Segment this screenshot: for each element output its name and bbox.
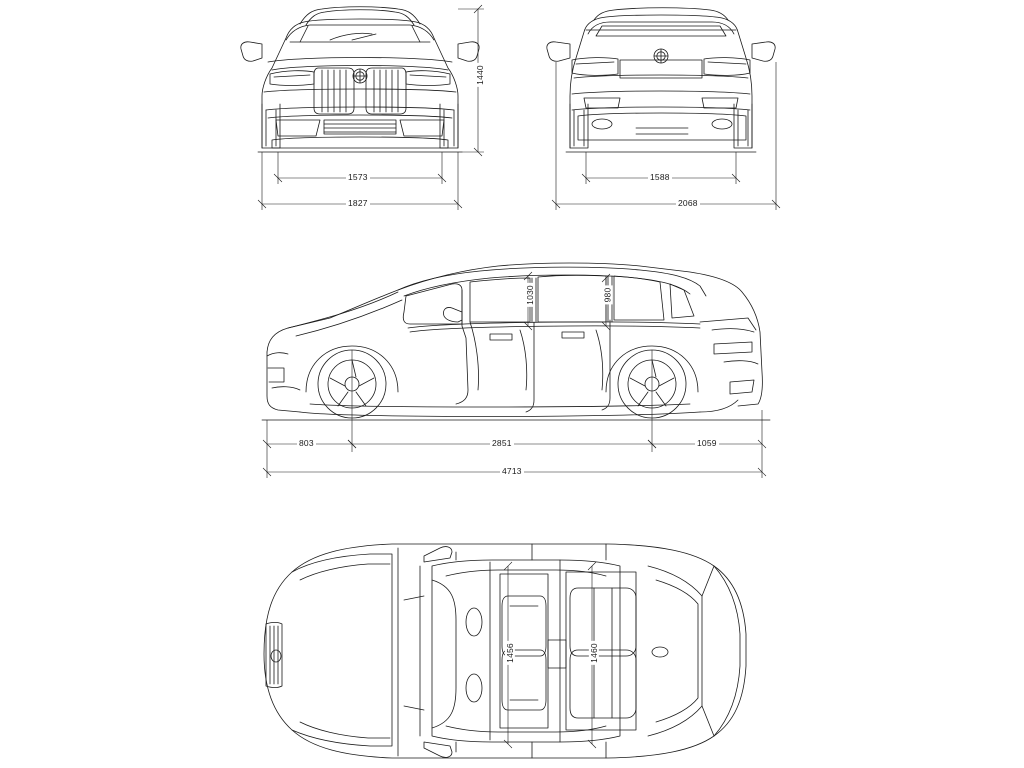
dim-front-height: 1440 [474,65,485,85]
dim-rear-track: 1588 [650,172,670,182]
dim-rear-width-mirrors: 2068 [678,198,698,208]
dim-front-width: 1827 [348,198,368,208]
dim-front-overhang: 803 [299,438,314,448]
dim-rear-headroom: 980 [602,287,613,303]
dim-front-shoulder-room: 1456 [504,643,515,663]
dim-front-track: 1573 [348,172,368,182]
dim-front-headroom: 1030 [524,285,535,305]
dim-rear-shoulder-room: 1460 [588,643,599,663]
dim-rear-overhang: 1059 [697,438,717,448]
dim-overall-length: 4713 [502,466,522,476]
dim-wheelbase: 2851 [492,438,512,448]
